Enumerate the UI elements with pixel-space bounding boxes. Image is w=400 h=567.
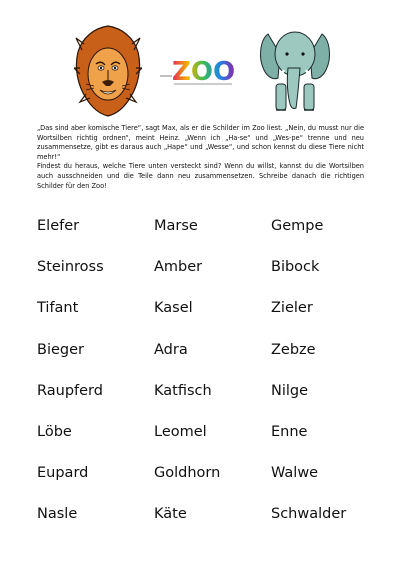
word-grid bbox=[37, 212, 367, 542]
word: Goldhorn bbox=[154, 465, 221, 482]
word: Elefer bbox=[37, 218, 80, 234]
word: Kasel bbox=[154, 300, 193, 317]
word: Tifant bbox=[37, 300, 79, 317]
header bbox=[0, 0, 400, 120]
word: Bieger bbox=[37, 341, 84, 358]
word: Raupferd bbox=[37, 382, 103, 399]
word: Bibock bbox=[271, 259, 320, 276]
word: Zieler bbox=[271, 300, 313, 317]
word: Nilge bbox=[271, 382, 309, 399]
word: Walwe bbox=[271, 465, 319, 482]
word: Käte bbox=[154, 506, 187, 523]
zoo-logo-text: ZOO bbox=[172, 57, 236, 87]
word: Zebze bbox=[271, 341, 316, 358]
elephant-icon bbox=[258, 24, 332, 116]
word: Katfisch bbox=[154, 382, 212, 399]
lion-face-icon bbox=[74, 24, 142, 118]
word: Steinross bbox=[37, 259, 104, 276]
word: Leomel bbox=[154, 423, 207, 440]
word: Gempe bbox=[271, 218, 324, 234]
story-text bbox=[37, 124, 364, 191]
word: Adra bbox=[154, 341, 188, 358]
story-paragraph: „Das sind aber komische Tiere“, sagt Max, als er die Schilder im Zoo liest. „Nein, du musst nur die Wortsilben richtig ordnen“, meint Heinz. „Wenn ich „Ha-se“ und „Wes-pe“ trenne und neu zusammensetze, gibt es daraus auch „Hape“ und „Wesse“, und schon kennst du diese Tiere nicht mehr!“ bbox=[37, 124, 364, 161]
word: Amber bbox=[154, 259, 203, 276]
zoo-logo bbox=[158, 50, 238, 90]
instruction-paragraph: Findest du heraus, welche Tiere unten versteckt sind? Wenn du willst, kannst du die Wortsilben auch ausschneiden und die Teile dann neu zusammensetzen. Schreibe danach die richtigen Schilder für den Zoo! bbox=[37, 162, 364, 190]
word: Enne bbox=[271, 423, 308, 440]
word: Eupard bbox=[37, 465, 89, 482]
word: Nasle bbox=[37, 506, 78, 523]
word: Löbe bbox=[37, 423, 72, 440]
word: Marse bbox=[154, 218, 198, 234]
word: Schwalder bbox=[271, 506, 347, 523]
